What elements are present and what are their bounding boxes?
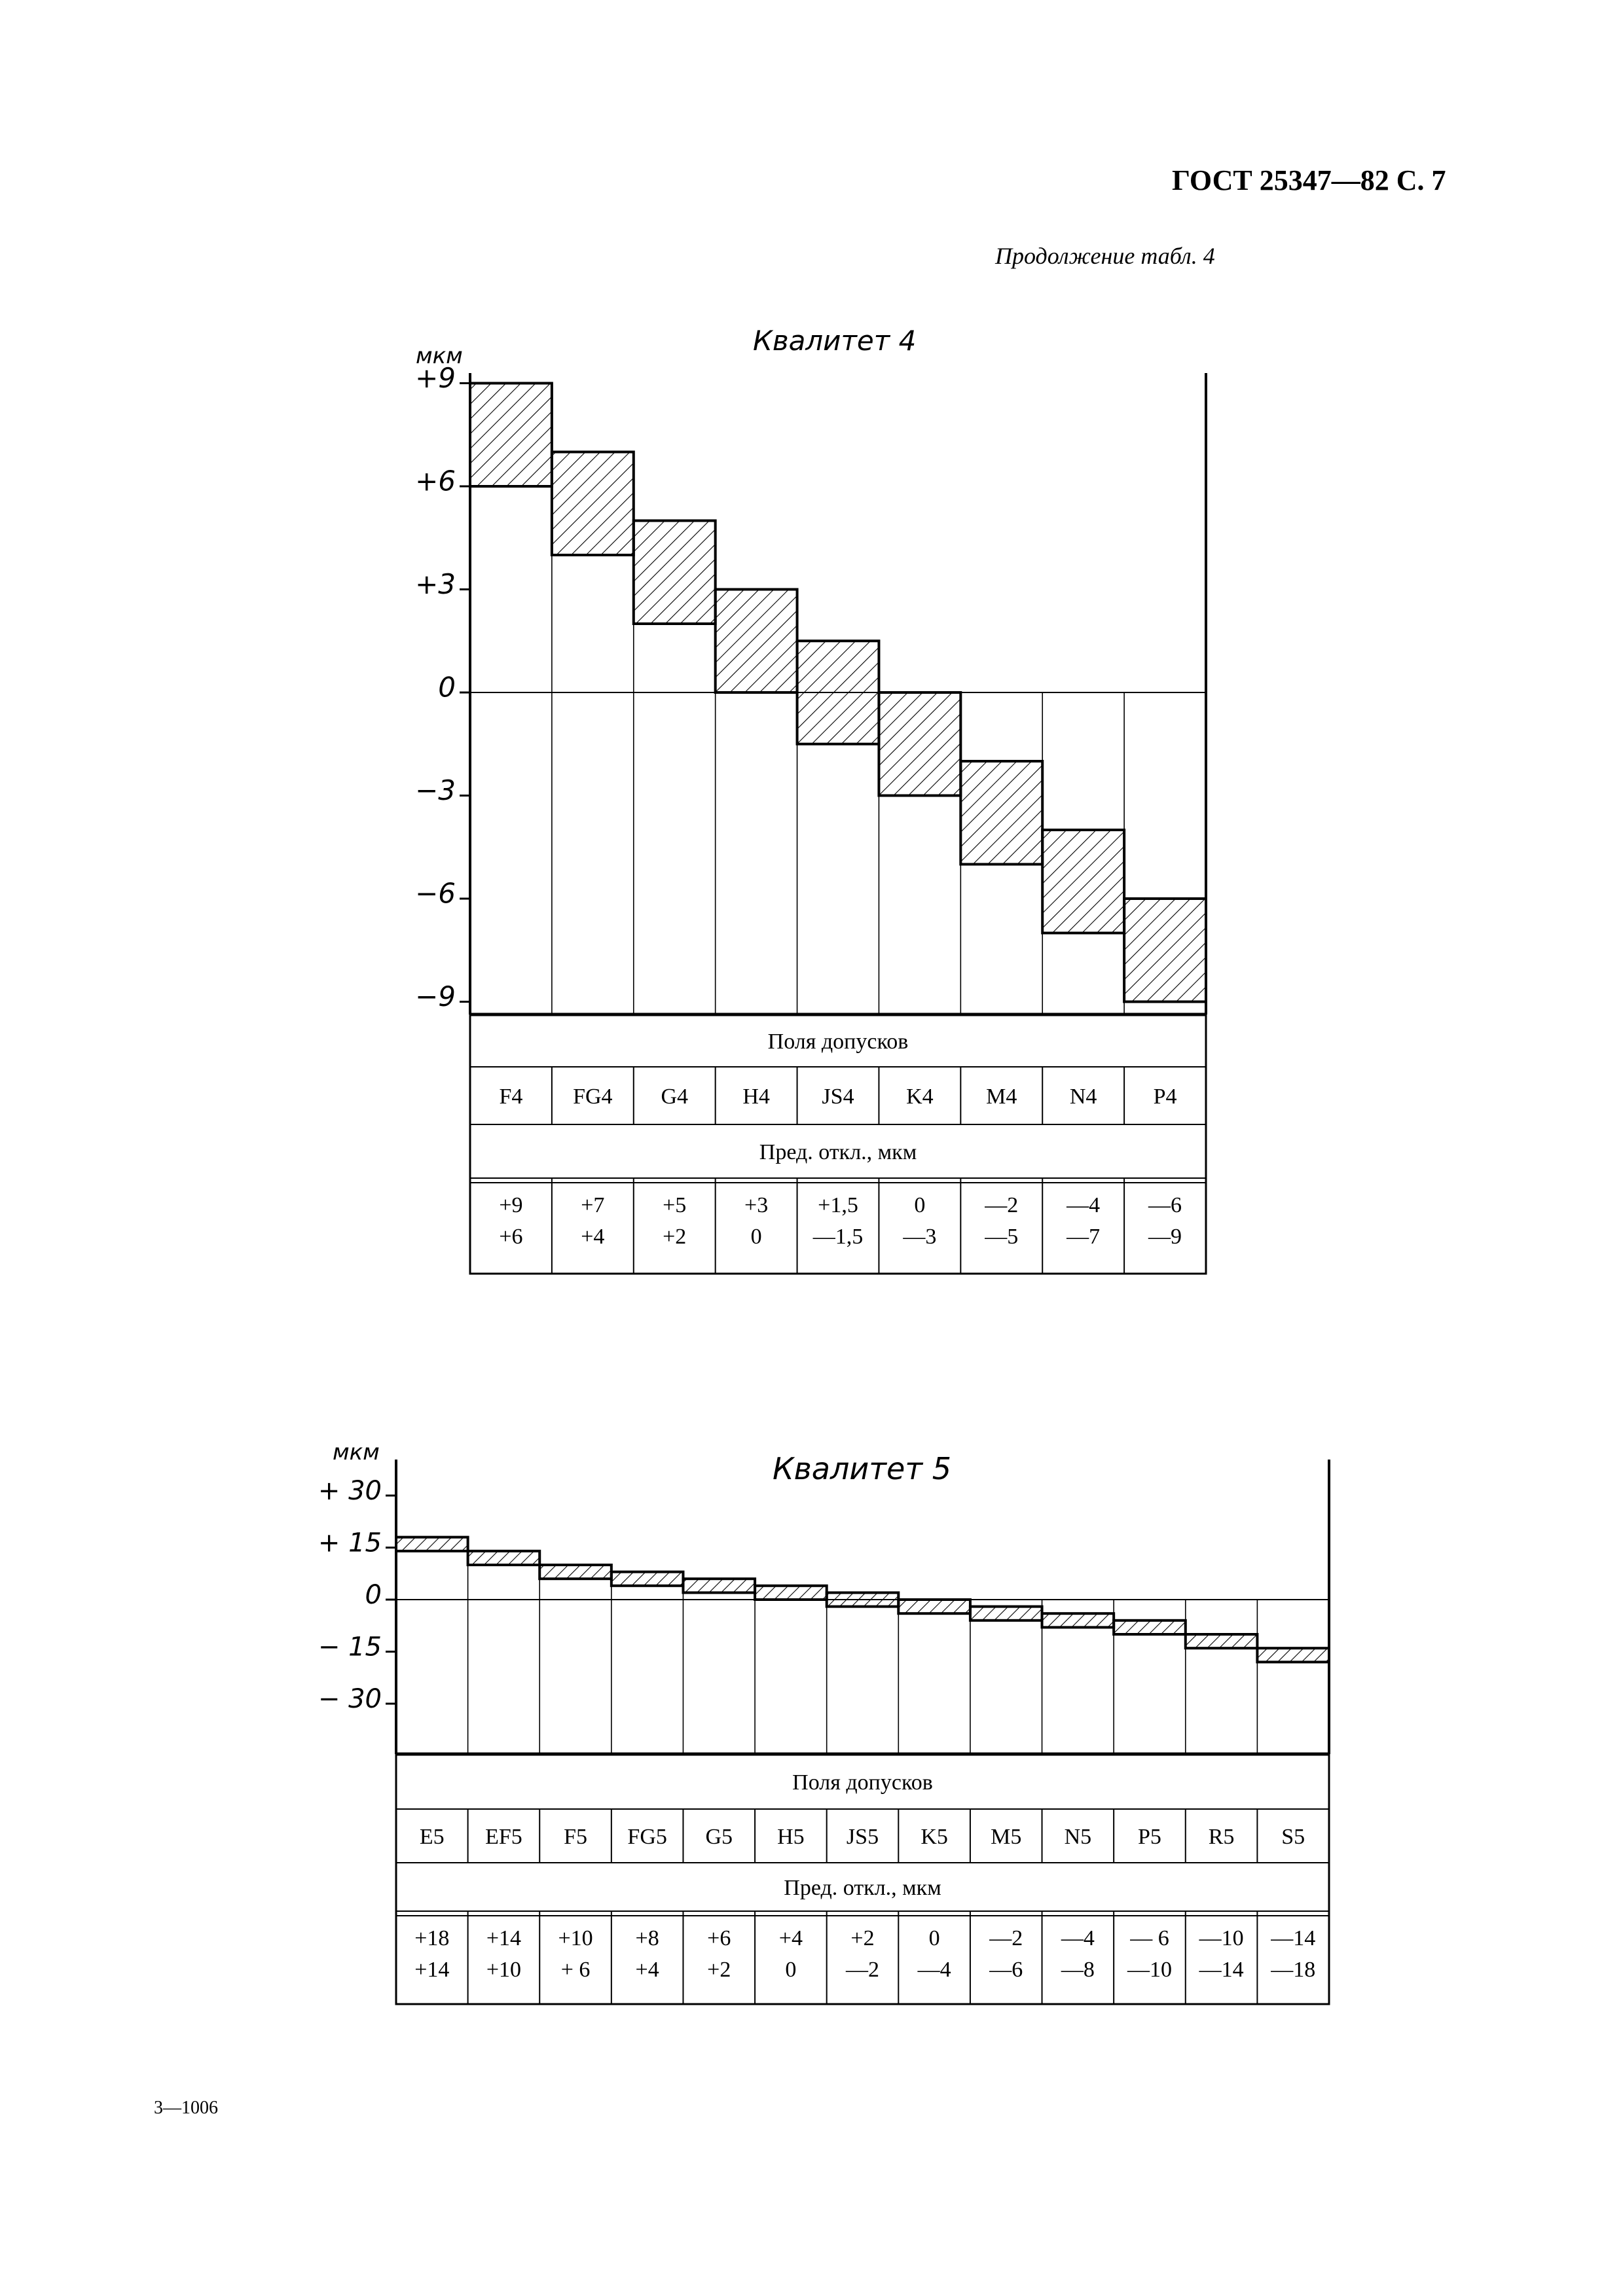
field-code: P4	[1153, 1084, 1177, 1109]
upper-deviation: 0	[928, 1926, 940, 1950]
upper-deviation: +6	[707, 1926, 731, 1950]
table-continuation-note: Продолжение табл. 4	[995, 243, 1215, 269]
lower-deviation: —9	[1148, 1225, 1182, 1249]
upper-deviation: +3	[744, 1193, 769, 1217]
deviations-header: Пред. откл., мкм	[759, 1139, 917, 1164]
chart-title: Квалитет 4	[753, 325, 917, 357]
tolerance-field-bar	[1114, 1621, 1186, 1634]
field-code: F4	[499, 1084, 523, 1109]
tolerance-field-bar	[611, 1572, 684, 1586]
sheet-code: 3—1006	[154, 2098, 218, 2118]
lower-deviation: —18	[1271, 1958, 1316, 1982]
field-code: K5	[921, 1824, 948, 1849]
deviations-header: Пред. откл., мкм	[784, 1875, 941, 1900]
fields-header: Поля допусков	[792, 1770, 933, 1795]
lower-deviation: —2	[846, 1958, 879, 1982]
chart-title: Квалитет 5	[773, 1451, 952, 1486]
y-tick-label: +6	[415, 465, 456, 497]
tolerance-chart-grade-5	[0, 1374, 1623, 2062]
field-code: S5	[1281, 1824, 1305, 1849]
lower-deviation: +6	[499, 1225, 523, 1249]
field-code: K4	[906, 1084, 934, 1109]
upper-deviation: — 6	[1130, 1926, 1169, 1950]
tolerance-field-bar	[960, 761, 1042, 865]
field-code: JS5	[846, 1824, 879, 1849]
y-tick-label: −3	[415, 774, 456, 806]
field-code: M4	[986, 1084, 1017, 1109]
upper-deviation: —2	[989, 1926, 1023, 1950]
tolerance-field-bar	[552, 452, 634, 556]
y-tick-label: +3	[415, 567, 456, 600]
document-header: ГОСТ 25347—82 С. 7	[1172, 164, 1446, 196]
y-tick-label: − 15	[318, 1632, 382, 1662]
tolerance-field-bar	[879, 692, 960, 796]
lower-deviation: +2	[663, 1225, 687, 1249]
field-code: E5	[419, 1824, 445, 1849]
tolerance-field-bar	[1124, 899, 1206, 1002]
y-tick-label: + 30	[318, 1476, 382, 1506]
tolerance-field-bar	[797, 641, 879, 744]
lower-deviation: —3	[903, 1225, 937, 1249]
y-tick-label: −9	[415, 980, 456, 1013]
upper-deviation: —4	[1061, 1926, 1095, 1950]
upper-deviation: —4	[1067, 1193, 1101, 1217]
field-code: N5	[1064, 1824, 1092, 1849]
tolerance-field-bar	[755, 1586, 827, 1600]
tolerance-field-bar	[396, 1537, 468, 1551]
field-code: R5	[1208, 1824, 1235, 1849]
tolerance-field-bar	[827, 1592, 899, 1606]
upper-deviation: +9	[499, 1193, 523, 1217]
field-code: H5	[777, 1824, 805, 1849]
lower-deviation: —4	[917, 1958, 951, 1982]
tolerance-field-bar	[468, 1551, 540, 1565]
upper-deviation: —2	[985, 1193, 1019, 1217]
lower-deviation: 0	[785, 1958, 797, 1982]
field-code: FG4	[573, 1084, 613, 1109]
field-code: JS4	[822, 1084, 854, 1109]
tolerance-field-bar	[716, 590, 797, 693]
y-tick-label: −6	[415, 877, 456, 910]
tolerance-field-bar	[634, 521, 716, 624]
field-code: M5	[991, 1824, 1022, 1849]
lower-deviation: + 6	[560, 1958, 591, 1982]
lower-deviation: 0	[750, 1225, 762, 1249]
field-code: H4	[742, 1084, 770, 1109]
upper-deviation: +1,5	[818, 1193, 858, 1217]
field-code: N4	[1069, 1084, 1097, 1109]
upper-deviation: 0	[914, 1193, 926, 1217]
tolerance-field-bar	[898, 1600, 970, 1613]
upper-deviation: +2	[850, 1926, 875, 1950]
lower-deviation: +4	[581, 1225, 605, 1249]
upper-deviation: —6	[1148, 1193, 1182, 1217]
tolerance-field-bar	[970, 1607, 1042, 1621]
y-tick-label: + 15	[318, 1528, 382, 1558]
tolerance-field-bar	[1186, 1634, 1258, 1648]
lower-deviation: —10	[1127, 1958, 1172, 1982]
y-tick-label: 0	[438, 671, 456, 704]
lower-deviation: —7	[1067, 1225, 1101, 1249]
lower-deviation: —14	[1199, 1958, 1244, 1982]
lower-deviation: —8	[1061, 1958, 1095, 1982]
upper-deviation: —10	[1199, 1926, 1244, 1950]
upper-deviation: +14	[486, 1926, 522, 1950]
lower-deviation: +2	[707, 1958, 731, 1982]
field-code: FG5	[627, 1824, 667, 1849]
upper-deviation: —14	[1271, 1926, 1316, 1950]
upper-deviation: +5	[663, 1193, 687, 1217]
field-code: EF5	[485, 1824, 522, 1849]
upper-deviation: +10	[558, 1926, 593, 1950]
upper-deviation: +7	[581, 1193, 605, 1217]
field-code: P5	[1138, 1824, 1161, 1849]
tolerance-field-bar	[1257, 1648, 1329, 1662]
field-code: G4	[661, 1084, 689, 1109]
upper-deviation: +18	[414, 1926, 450, 1950]
lower-deviation: —6	[989, 1958, 1023, 1982]
tolerance-field-bar	[1042, 830, 1124, 933]
y-axis-unit: мкм	[333, 1439, 380, 1465]
y-tick-label: − 30	[318, 1684, 382, 1714]
y-tick-label: +9	[415, 361, 456, 394]
lower-deviation: +10	[486, 1958, 522, 1982]
lower-deviation: +4	[635, 1958, 659, 1982]
tolerance-field-bar	[1042, 1613, 1114, 1627]
y-axis-unit: мкм	[416, 343, 463, 369]
upper-deviation: +8	[635, 1926, 659, 1950]
lower-deviation: —5	[985, 1225, 1019, 1249]
y-tick-label: 0	[365, 1580, 382, 1610]
upper-deviation: +4	[778, 1926, 803, 1950]
field-code: G5	[705, 1824, 733, 1849]
fields-header: Поля допусков	[767, 1029, 909, 1054]
lower-deviation: —1,5	[812, 1225, 864, 1249]
field-code: F5	[564, 1824, 587, 1849]
tolerance-field-bar	[539, 1565, 611, 1579]
tolerance-field-bar	[470, 384, 552, 487]
tolerance-field-bar	[683, 1579, 755, 1592]
lower-deviation: +14	[414, 1958, 450, 1982]
